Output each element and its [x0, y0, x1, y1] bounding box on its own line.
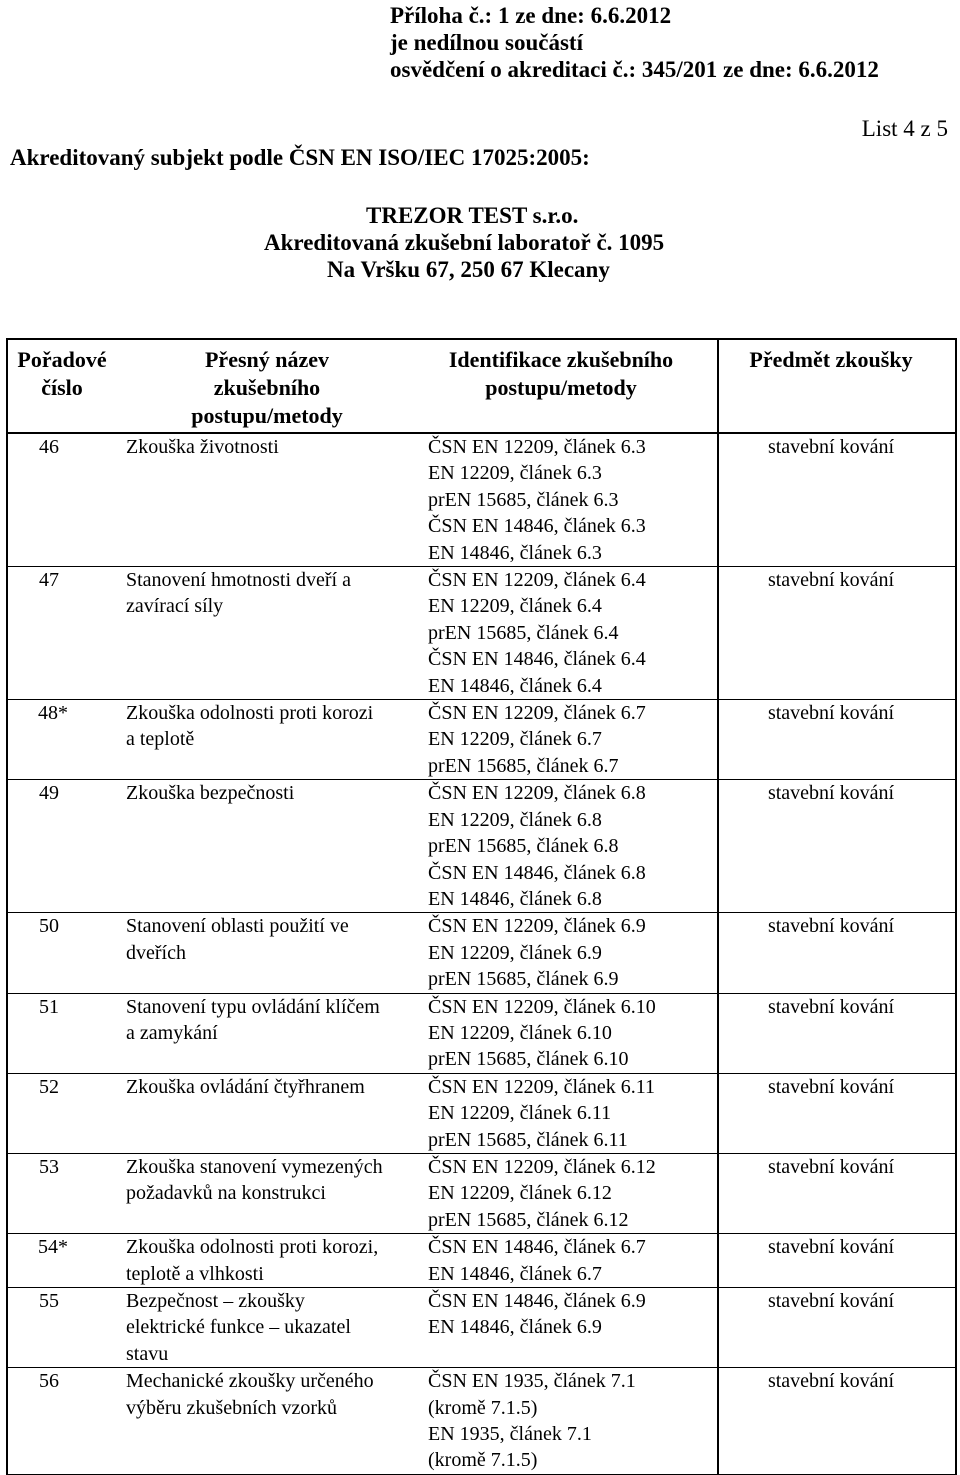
method-list: ČSN EN 12209, článek 6.11 EN 12209, článek 6.11 prEN 15685, článek 6.11 [416, 1073, 706, 1153]
table-row [6, 993, 956, 1073]
test-name: Bezpečnost – zkoušky elektrické funkce – ukazatel stavu [118, 1288, 416, 1368]
method-list: ČSN EN 12209, článek 6.3 EN 12209, článek 6.3 prEN 15685, článek 6.3 ČSN EN 14846, článek 6.3 EN 14846, článek 6.3 [416, 433, 706, 567]
row-number: 53 [6, 1153, 118, 1233]
lab-address: Na Vršku 67, 250 67 Klecany [327, 257, 610, 282]
row-number: 49 [6, 780, 118, 913]
method-list: ČSN EN 14846, článek 6.9 EN 14846, článek 6.9 [416, 1288, 706, 1368]
test-name: Mechanické zkoušky určeného výběru zkušebních vzorků [118, 1368, 416, 1475]
test-name: Zkouška odolnosti proti korozi a teplotě [118, 700, 416, 780]
row-number: 56 [6, 1368, 118, 1475]
test-subject: stavební kování [706, 780, 956, 913]
certificate-line: osvědčení o akreditaci č.: 345/201 ze dne: 6.6.2012 [390, 57, 879, 82]
method-list: ČSN EN 12209, článek 6.10 EN 12209, článek 6.10 prEN 15685, článek 6.10 [416, 993, 706, 1073]
test-subject: stavební kování [706, 913, 956, 993]
test-subject: stavební kování [706, 1368, 956, 1475]
lab-name: TREZOR TEST s.r.o. [366, 203, 579, 228]
table-subject-divider [717, 338, 719, 1475]
test-name: Zkouška odolnosti proti korozi, teplotě a vlhkosti [118, 1234, 416, 1288]
method-list: ČSN EN 12209, článek 6.9 EN 12209, článek 6.9 prEN 15685, článek 6.9 [416, 913, 706, 993]
test-subject: stavební kování [706, 433, 956, 567]
sheet-number: List 4 z 5 [861, 116, 948, 141]
method-list: ČSN EN 14846, článek 6.7 EN 14846, článek 6.7 [416, 1234, 706, 1288]
row-number: 54* [6, 1234, 118, 1288]
accreditation-table [6, 338, 956, 1475]
table-left-border [6, 338, 8, 1475]
table-row [6, 913, 956, 993]
table-row [6, 700, 956, 780]
column-header-method: Identifikace zkušebního postupu/metody [416, 339, 706, 433]
table-row [6, 1073, 956, 1153]
annex-line: Příloha č.: 1 ze dne: 6.6.2012 [390, 3, 672, 28]
test-name: Stanovení oblasti použití ve dveřích [118, 913, 416, 993]
table-row [6, 1368, 956, 1475]
test-name: Zkouška bezpečnosti [118, 780, 416, 913]
lab-accreditation: Akreditovaná zkušební laboratoř č. 1095 [264, 230, 665, 255]
test-subject: stavební kování [706, 700, 956, 780]
test-name: Zkouška stanovení vymezených požadavků na konstrukci [118, 1153, 416, 1233]
row-number: 55 [6, 1288, 118, 1368]
table-row [6, 433, 956, 567]
method-list: ČSN EN 12209, článek 6.4 EN 12209, článek 6.4 prEN 15685, článek 6.4 ČSN EN 14846, článek 6.4 EN 14846, článek 6.4 [416, 567, 706, 700]
table-row [6, 567, 956, 700]
table-right-border [955, 338, 957, 1475]
test-name: Zkouška ovládání čtyřhranem [118, 1073, 416, 1153]
method-list: ČSN EN 12209, článek 6.8 EN 12209, článek 6.8 prEN 15685, článek 6.8 ČSN EN 14846, článek 6.8 EN 14846, článek 6.8 [416, 780, 706, 913]
test-name: Stanovení hmotnosti dveří a zavírací síly [118, 567, 416, 700]
table-header-row [6, 339, 956, 433]
test-name: Zkouška životnosti [118, 433, 416, 567]
row-number: 52 [6, 1073, 118, 1153]
test-subject: stavební kování [706, 1073, 956, 1153]
row-number: 51 [6, 993, 118, 1073]
method-list: ČSN EN 1935, článek 7.1 (kromě 7.1.5) EN 1935, článek 7.1 (kromě 7.1.5) [416, 1368, 706, 1475]
accredited-subject-line: Akreditovaný subjekt podle ČSN EN ISO/IEC 17025:2005: [10, 145, 590, 170]
table-row [6, 780, 956, 913]
test-subject: stavební kování [706, 1288, 956, 1368]
test-subject: stavební kování [706, 567, 956, 700]
test-subject: stavební kování [706, 1234, 956, 1288]
row-number: 47 [6, 567, 118, 700]
column-header-name: Přesný název zkušebního postupu/metody [118, 339, 416, 433]
annex-part-line: je nedílnou součástí [390, 30, 583, 55]
method-list: ČSN EN 12209, článek 6.7 EN 12209, článek 6.7 prEN 15685, článek 6.7 [416, 700, 706, 780]
column-header-number: Pořadové číslo [6, 339, 118, 433]
method-list: ČSN EN 12209, článek 6.12 EN 12209, článek 6.12 prEN 15685, článek 6.12 [416, 1153, 706, 1233]
test-name: Stanovení typu ovládání klíčem a zamykání [118, 993, 416, 1073]
table-row [6, 1288, 956, 1368]
column-header-subject: Předmět zkoušky [706, 339, 956, 433]
row-number: 46 [6, 433, 118, 567]
table-row [6, 1153, 956, 1233]
row-number: 48* [6, 700, 118, 780]
row-number: 50 [6, 913, 118, 993]
test-subject: stavební kování [706, 993, 956, 1073]
table-row [6, 1234, 956, 1288]
test-subject: stavební kování [706, 1153, 956, 1233]
